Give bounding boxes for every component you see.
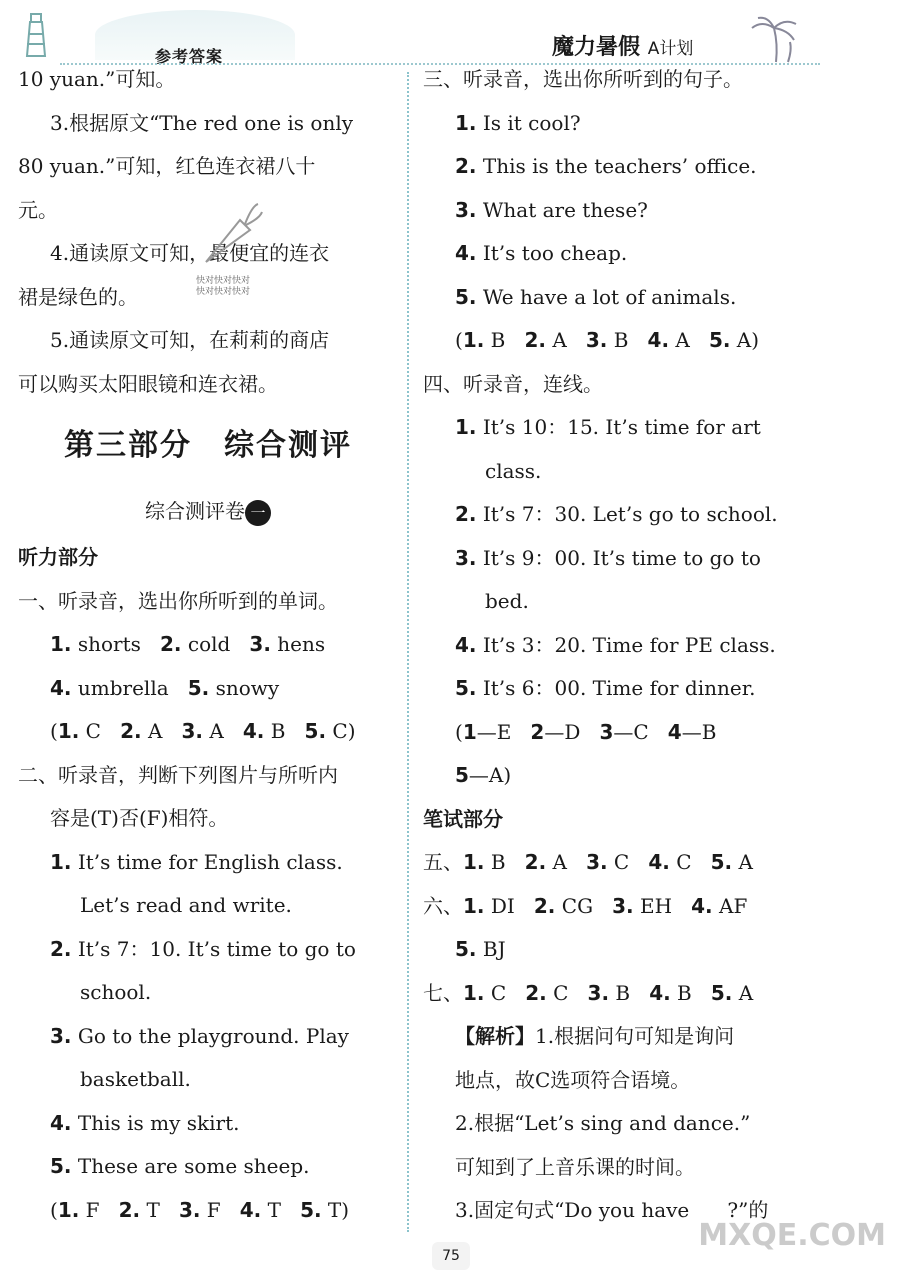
text-line: 4.通读原文可知，最便宜的连衣 <box>50 241 330 265</box>
analysis-label: 【解析】 <box>455 1024 535 1048</box>
analysis-line: 2.根据“Let’s sing and dance.” <box>455 1111 751 1135</box>
ans-number: 5. <box>455 937 477 961</box>
text-line: 可以购买太阳眼镜和连衣裙。 <box>18 371 278 396</box>
q1-words-line-2 <box>18 667 398 711</box>
ans-value: B <box>609 980 631 1005</box>
ans-value: F <box>79 1197 100 1222</box>
ans-value: A <box>732 980 754 1005</box>
q3-item <box>423 189 893 233</box>
ans-value: T <box>321 1197 342 1222</box>
brand-main: 魔力暑假 <box>552 35 641 60</box>
ans-number: 2. <box>533 893 556 918</box>
text-line: 3.根据原文“The red one is only <box>50 110 354 135</box>
item-number: 4. <box>455 632 477 657</box>
ans-number: 4. <box>239 1197 262 1222</box>
ans-value: C <box>607 850 630 874</box>
ans-number: 5. <box>710 850 733 874</box>
item-number: 1. <box>455 110 477 135</box>
item-text: This is the teachers’ office. <box>476 154 757 178</box>
q2-item-cont: Let’s read and write. <box>80 893 292 917</box>
ans-value: F <box>200 1197 221 1222</box>
item-text: It’s 3：20. Time for PE class. <box>476 632 776 657</box>
ans-number: 4 <box>667 719 682 744</box>
ans-value: B <box>484 850 506 874</box>
text-line: 元。 <box>18 197 58 222</box>
q1-answers: (1. C 2. A 3. A 4. B 5. C) <box>50 719 356 743</box>
q2-item <box>18 1145 398 1189</box>
item-text: What are these? <box>476 197 648 222</box>
ans-value: BJ <box>476 937 506 961</box>
analysis-line: 地点，故C选项符合语境。 <box>455 1067 691 1092</box>
item-number: 2. <box>50 936 72 961</box>
ans-value: C <box>326 719 348 743</box>
ans-number: 1. <box>462 328 485 352</box>
ans-number: 3. <box>585 328 608 352</box>
item-text: umbrella <box>71 675 169 700</box>
ans-number: 5. <box>710 980 733 1005</box>
ans-number: 2. <box>524 328 546 352</box>
q-label: 五、 <box>423 850 463 874</box>
ans-value: B <box>484 328 506 352</box>
item-text: shorts <box>71 632 141 656</box>
q6-answers <box>423 885 893 929</box>
ans-value: —E <box>476 719 512 744</box>
ans-number: 4. <box>649 980 671 1005</box>
q4-item <box>423 667 893 711</box>
watermark: MXQE.COM <box>698 1218 886 1253</box>
ans-number: 1. <box>57 719 80 743</box>
ans-value: A <box>545 328 567 352</box>
ans-value: —B <box>681 719 717 744</box>
text-line: 80 yuan.”可知，红色连衣裙八十 <box>18 154 316 178</box>
q2-item <box>18 1015 398 1059</box>
q4-item-cont: class. <box>485 458 542 483</box>
q4-item <box>423 624 893 668</box>
ans-number: 2. <box>120 719 142 743</box>
ans-value: A <box>732 850 753 874</box>
ans-number: 4. <box>691 893 713 918</box>
item-text: This is my skirt. <box>71 1110 240 1135</box>
stamp-mark <box>196 276 250 298</box>
stamp-line: 快对快对快对 <box>196 276 251 286</box>
q1-title: 一、听录音，选出你所听到的单词。 <box>18 588 338 613</box>
item-number: 4. <box>455 241 477 265</box>
q3-item <box>423 145 893 189</box>
ans-value: C <box>546 980 569 1005</box>
item-text: These are some sheep. <box>71 1154 310 1178</box>
ans-value: —D <box>544 719 581 744</box>
carrot-icon <box>200 198 266 268</box>
q6-answers-2 <box>423 928 893 972</box>
ans-value: A <box>546 850 567 874</box>
item-number: 5. <box>455 676 477 700</box>
q4-item <box>423 537 893 581</box>
q3-item <box>423 232 893 276</box>
item-number: 4. <box>50 675 72 700</box>
q-label: 六、 <box>423 893 463 918</box>
column-divider <box>407 72 409 1232</box>
ans-value: DI <box>484 893 515 918</box>
item-text: Go to the playground. Play <box>71 1023 349 1048</box>
ans-value: C <box>484 980 507 1005</box>
q4-item <box>423 406 893 450</box>
ans-number: 1. <box>463 893 485 918</box>
item-text: cold <box>181 632 231 656</box>
paper-title-text: 综合测评卷 <box>145 499 245 523</box>
ans-value: A <box>203 719 224 743</box>
text-line: 裙是绿色的。 <box>18 284 138 309</box>
item-number: 3. <box>455 545 477 570</box>
q7-answers <box>423 972 893 1016</box>
item-text: hens <box>270 632 326 656</box>
ans-value: C <box>79 719 101 743</box>
ans-number: 3. <box>178 1197 201 1222</box>
q4-answers-2 <box>423 754 893 798</box>
ans-number: 3. <box>587 980 610 1005</box>
ans-number: 3. <box>612 893 634 918</box>
item-number: 3. <box>455 197 477 222</box>
ans-number: 1. <box>463 980 485 1005</box>
item-number: 2. <box>160 632 182 656</box>
analysis-text: 1.根据问句可知是询问 <box>535 1024 735 1048</box>
item-number: 2. <box>455 502 477 526</box>
page-number: 75 <box>432 1242 470 1270</box>
ans-value: —C <box>613 719 649 744</box>
item-text: It’s 10：15. It’s time for art <box>476 415 761 439</box>
ans-value: B <box>670 980 692 1005</box>
item-text: snowy <box>209 675 280 700</box>
ans-number: 5. <box>304 719 327 743</box>
ans-number: 1. <box>57 1197 80 1222</box>
analysis-text: ?”的 <box>727 1198 769 1222</box>
item-text: It’s 9：00. It’s time to go to <box>476 545 761 570</box>
q4-title: 四、听录音，连线。 <box>423 371 603 396</box>
written-heading: 笔试部分 <box>423 806 503 831</box>
ans-value: —A) <box>468 763 512 787</box>
item-text: It’s 7：10. It’s time to go to <box>71 936 356 961</box>
q3-item <box>423 102 893 146</box>
q2-title-2: 容是(T)否(F)相符。 <box>50 806 229 830</box>
q-label: 七、 <box>423 980 463 1005</box>
item-text: It’s 6：00. Time for dinner. <box>476 676 756 700</box>
lighthouse-icon <box>16 10 56 60</box>
item-number: 3. <box>50 1023 72 1048</box>
ans-number: 3 <box>599 719 614 744</box>
item-text: It’s 7：30. Let’s go to school. <box>476 502 778 526</box>
item-text: We have a lot of animals. <box>476 284 737 309</box>
ans-number: 5. <box>300 1197 322 1222</box>
item-number: 1. <box>50 849 72 874</box>
ans-number: 4. <box>648 850 670 874</box>
ans-value: T <box>261 1197 281 1222</box>
item-text: It’s time for English class. <box>71 849 343 874</box>
section-title: 第三部分 综合测评 <box>64 428 352 463</box>
q4-item <box>423 493 893 537</box>
ans-value: B <box>607 328 629 352</box>
text-line: 5.通读原文可知，在莉莉的商店 <box>50 328 330 352</box>
paper-title <box>18 486 398 536</box>
ans-number: 1. <box>463 850 485 874</box>
ans-value: C <box>669 850 692 874</box>
palm-tree-icon <box>748 14 808 64</box>
ans-value: A <box>669 328 690 352</box>
ans-number: 1 <box>462 719 477 744</box>
q2-item <box>18 928 398 972</box>
ans-number: 4. <box>242 719 265 743</box>
ans-number: 3. <box>586 850 608 874</box>
ans-number: 5 <box>455 763 469 787</box>
item-number: 5. <box>187 675 210 700</box>
ans-value: A <box>141 719 163 743</box>
analysis-line <box>423 1015 893 1059</box>
q5-answers <box>423 841 893 885</box>
ans-value: EH <box>633 893 673 918</box>
q2-item-cont: basketball. <box>80 1067 191 1091</box>
ans-value: A <box>730 328 752 352</box>
q4-item-cont: bed. <box>485 589 529 613</box>
ans-number: 5. <box>708 328 731 352</box>
text-line: 10 yuan.”可知。 <box>18 67 176 91</box>
ans-value: AF <box>712 893 748 918</box>
q3-answers: (1. B 2. A 3. B 4. A 5. A) <box>455 328 760 352</box>
reference-answers-label: 参考答案 <box>155 47 224 66</box>
q2-item <box>18 841 398 885</box>
paper-number-badge: 一 <box>245 500 271 526</box>
ans-value: B <box>264 719 286 743</box>
ans-number: 3. <box>181 719 203 743</box>
q2-item <box>18 1102 398 1146</box>
right-column <box>423 58 893 1233</box>
q3-item <box>423 276 893 320</box>
item-text: It’s too cheap. <box>476 241 628 265</box>
item-number: 1. <box>50 632 72 656</box>
ans-number: 2. <box>524 850 547 874</box>
q2-title-1: 二、听录音，判断下列图片与所听内 <box>18 762 338 787</box>
q2-item-cont: school. <box>80 980 152 1004</box>
brand-title <box>552 30 693 61</box>
stamp-line: 快对快对快对 <box>196 287 251 297</box>
ans-number: 2. <box>525 980 547 1005</box>
item-number: 2. <box>455 154 477 178</box>
item-text: Is it cool? <box>476 110 581 135</box>
brand-suffix: A计划 <box>647 39 694 59</box>
item-number: 1. <box>455 415 477 439</box>
ans-number: 2 <box>530 719 545 744</box>
item-number: 5. <box>50 1154 72 1178</box>
ans-value: CG <box>555 893 594 918</box>
q2-answers: (1. F 2. T 3. F 4. T 5. T) <box>50 1197 350 1222</box>
q3-title: 三、听录音，选出你所听到的句子。 <box>423 67 743 91</box>
item-number: 4. <box>50 1110 72 1135</box>
q1-words-line-1 <box>18 623 398 667</box>
q4-answers-1: (1—E 2—D 3—C 4—B <box>455 719 717 744</box>
ans-number: 2. <box>118 1197 141 1222</box>
analysis-text: 3.固定句式“Do you have <box>455 1198 690 1222</box>
ans-value: T <box>140 1197 160 1222</box>
ans-number: 4. <box>647 328 670 352</box>
item-number: 3. <box>249 632 271 656</box>
item-number: 5. <box>455 284 477 309</box>
listening-heading: 听力部分 <box>18 545 98 569</box>
analysis-line: 可知到了上音乐课的时间。 <box>455 1154 695 1179</box>
